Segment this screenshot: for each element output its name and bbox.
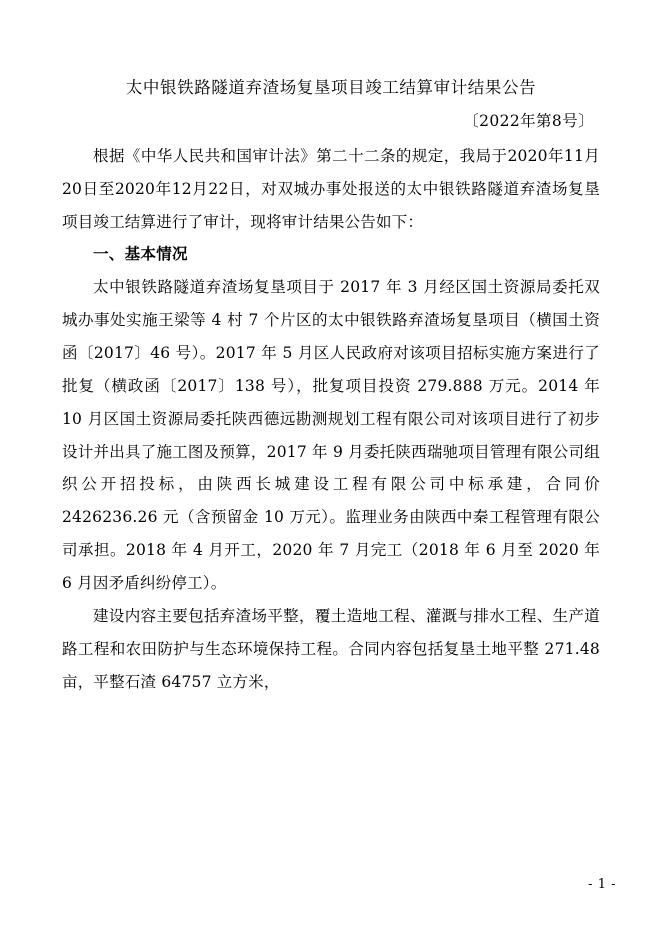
document-number: 〔2022年第8号〕 [463,112,594,131]
page-title: 太中银铁路隧道弃渣场复垦项目竣工结算审计结果公告 [125,78,537,97]
page-number: - 1 - [588,877,616,892]
paragraph-basic-situation: 太中银铁路隧道弃渣场复垦项目于 2017 年 3 月经区国土资源局委托双城办事处实施王梁等 4 村 7 个片区的太中银铁路弃渣场复垦项目（横国土资函〔2017〕46 号）。2017 年 5 月区人民政府对该项目招标实施方案进行了批复（横政函〔2017〕138 号），批复项目投资 279.888 万元。2014 年 10 月区国土资源局委托陕西德远勘测规划工程有限公司对该项目进行了初步设计并出具了施工图及预算，2017 年 9 月委托陕西瑞驰项目管理有限公司组织公开招投标，由陕西长城建设工程有限公司中标承建，合同价 2426236.26 元（含预留金 10 万元）。监理业务由陕西中秦工程管理有限公司承担。2018 年 4 月开工，2020 年 7 月完工（2018 年 6 月至 2020 年 6 月因矛盾纠纷停工）。 [62,278,600,593]
paragraph-construction-content: 建设内容主要包括弃渣场平整，覆土造地工程、灌溉与排水工程、生产道路工程和农田防护与生态环境保持工程。合同内容包括复垦土地平整 271.48 亩，平整石渣 64757 立方米， [62,606,600,691]
paragraph-intro: 根据《中华人民共和国审计法》第二十二条的规定，我局于2020年11月20日至2020年12月22日，对双城办事处报送的太中银铁路隧道弃渣场复垦项目竣工结算进行了审计，现将审计结果公告如下： [62,146,600,231]
section-heading-basic-situation: 一、基本情况 [93,244,188,264]
